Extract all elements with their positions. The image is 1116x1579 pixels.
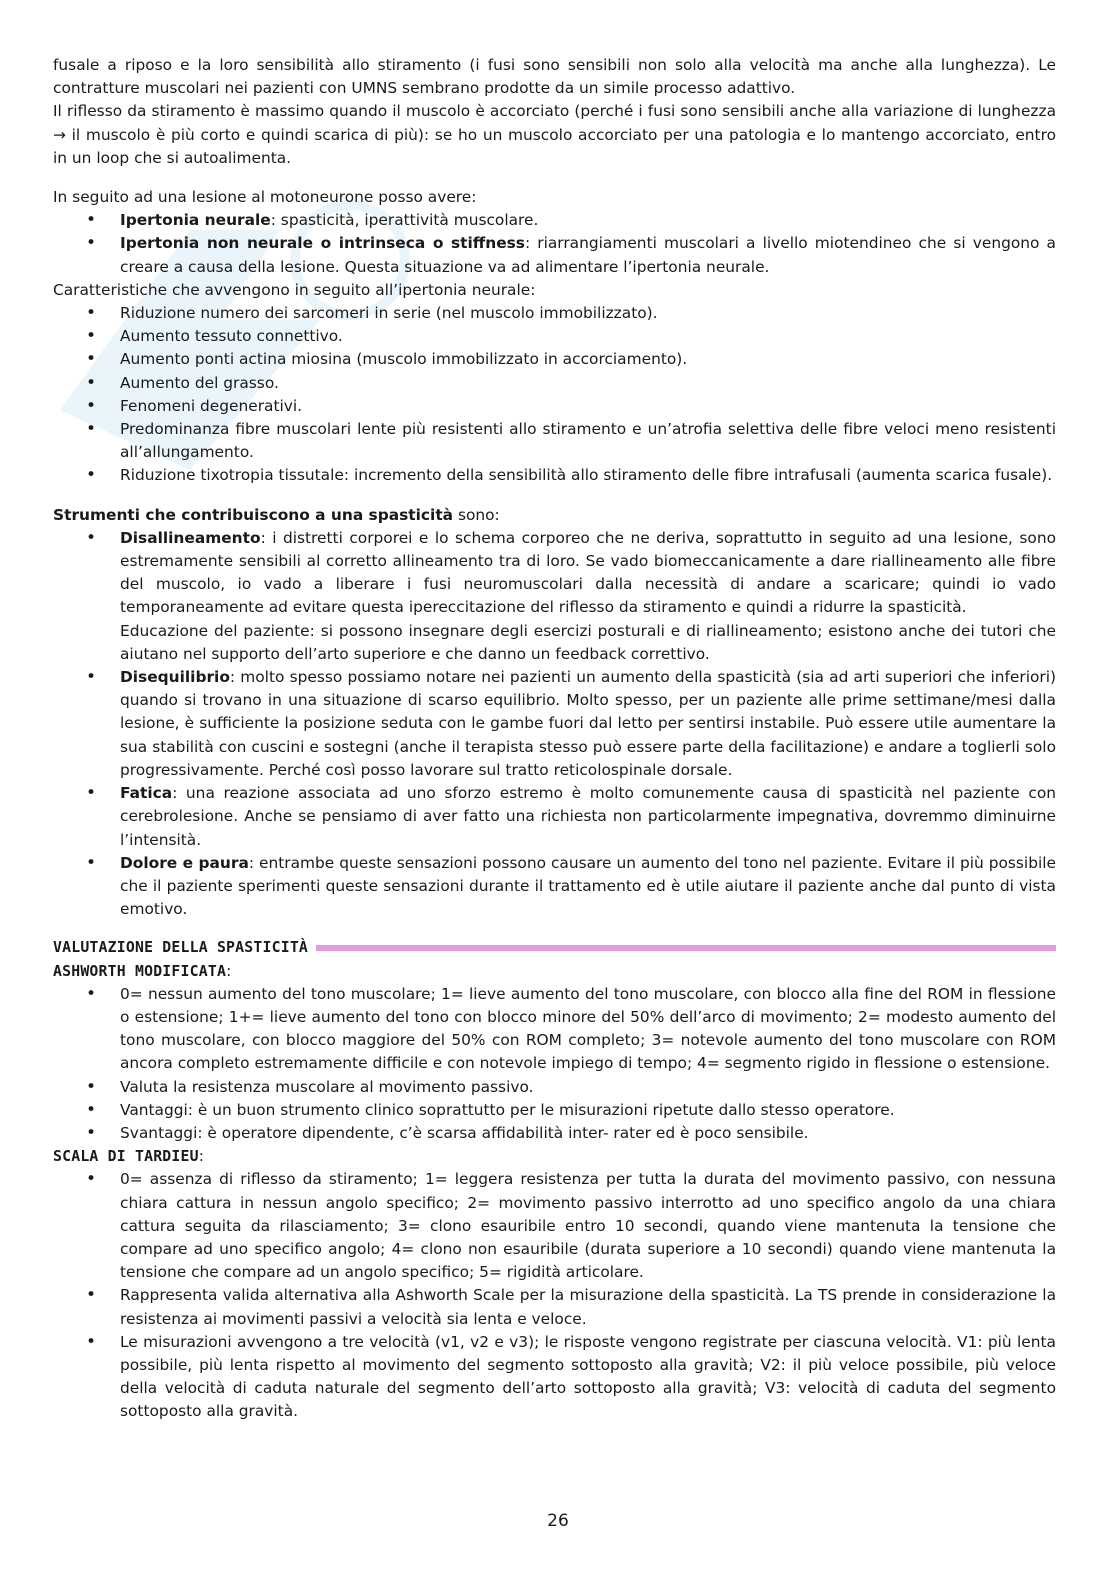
tools-intro-bold: Strumenti che contribuiscono a una spasticità	[53, 505, 454, 524]
list-item: • Riduzione tixotropia tissutale: incremento della sensibilità allo stiramento delle fibre intrafusali (aumenta scarica fusale).	[53, 464, 1056, 487]
list-item: • Predominanza fibre muscolari lente più resistenti allo stiramento e un’atrofia selettiva delle fibre veloci meno resistenti all’allungamento.	[53, 418, 1056, 464]
list-item	[53, 852, 1056, 922]
list-item: • Le misurazioni avvengono a tre velocità (v1, v2 e v3); le risposte vengono registrate per ciascuna velocità. V1: più lenta possibile, più lenta rispetto al movimento del segmento sottoposto alla gravità; V2: il più veloce possibile, più veloce della velocità di caduta naturale del segmento dell’arto sottoposto alla gravità; V3: velocità di caduta del segmento sottoposto alla gravità.	[53, 1331, 1056, 1424]
tools-list	[53, 527, 1056, 921]
ashworth-list	[53, 983, 1056, 1145]
list-item: • Vantaggi: è un buon strumento clinico soprattutto per le misurazioni ripetute dallo stesso operatore.	[53, 1099, 1056, 1122]
section-divider	[316, 945, 1056, 951]
tardieu-heading	[53, 1145, 1056, 1168]
list-item	[53, 232, 1056, 278]
list-item: • Riduzione numero dei sarcomeri in serie (nel muscolo immobilizzato).	[53, 302, 1056, 325]
lesion-list	[53, 209, 1056, 279]
intro-paragraph-1: fusale a riposo e la loro sensibilità allo stiramento (i fusi sono sensibili non solo alla velocità ma anche alla lunghezza). Le contratture muscolari nei pazienti con UMNS sembrano prodotte da un simile processo adattivo.	[53, 56, 1056, 98]
tools-intro-rest: sono:	[453, 505, 500, 524]
list-item: • Svantaggi: è operatore dipendente, c’è scarsa affidabilità inter- rater ed è poco sensibile.	[53, 1122, 1056, 1145]
list-item-text: : molto spesso possiamo notare nei pazienti un aumento della spasticità (sia ad arti superiori che inferiori) quando si trovano in una situazione di scarso equilibrio. Molto spesso, per un paziente alle prime settimane/mesi dalla lesione, è sufficiente la posizione seduta con le gambe fuori dal letto per sentirsi instabile. Può essere utile aumentare la sua stabilità con cuscini e sostegni (anche il terapista stesso può essere parte della facilitazione) e andare a toglierli solo progressivamente. Perché così posso lavorare sul tratto reticolospinale dorsale.	[120, 668, 1056, 779]
tardieu-title: SCALA DI TARDIEU	[53, 1148, 199, 1166]
list-item: • 0= assenza di riflesso da stiramento; 1= leggera resistenza per tutta la durata del movimento passivo, con nessuna chiara cattura in nessun angolo specifico; 2= movimento passivo interrotto ad uno specifico angolo da una chiara cattura seguita da rilasciamento; 3= clono esauribile entro 10 secondi, quando viene mantenuta la tensione che compare ad uno specifico angolo; 4= clono non esauribile (durata superiore a 10 secondi) quando viene mantenuta la tensione che compare ad un angolo specifico; 5= rigidità articolare.	[53, 1168, 1056, 1284]
list-item: • Aumento del grasso.	[53, 372, 1056, 395]
characteristics-list	[53, 302, 1056, 488]
section-title: VALUTAZIONE DELLA SPASTICITÀ	[53, 939, 309, 957]
list-item	[53, 527, 1056, 666]
list-item	[53, 782, 1056, 852]
list-item-text: : entrambe queste sensazioni possono causare un aumento del tono nel paziente. Evitare il più possibile che il paziente sperimenti queste sensazioni durante il trattamento ed è utile aiutare il paziente anche dal punto di vista emotivo.	[120, 853, 1056, 919]
list-item-term: Disequilibrio	[120, 668, 230, 687]
tardieu-list	[53, 1168, 1056, 1423]
list-item-text: : spasticità, iperattività muscolare.	[270, 211, 539, 230]
intro-paragraph-2: Il riflesso da stiramento è massimo quando il muscolo è accorciato (perché i fusi sono sensibili anche alla variazione di lunghezza → il muscolo è più corto e quindi scarica di più): se ho un muscolo accorciato per una patologia e lo mantengo accorciato, entro in un loop che si autoalimenta.	[53, 102, 1056, 167]
list-item-term: Dolore e paura	[120, 853, 249, 872]
list-item: • Aumento ponti actina miosina (muscolo immobilizzato in accorciamento).	[53, 348, 1056, 371]
list-item: • Aumento tessuto connettivo.	[53, 325, 1056, 348]
characteristics-intro: Caratteristiche che avvengono in seguito all’ipertonia neurale:	[53, 280, 536, 299]
ashworth-heading	[53, 960, 1056, 983]
list-item-term: Fatica	[120, 784, 173, 803]
tools-intro	[53, 504, 1056, 527]
list-item-term: Ipertonia neurale	[120, 211, 271, 230]
page-number: 26	[547, 1511, 569, 1531]
list-item-term: Ipertonia non neurale o intrinseca o stiffness	[120, 234, 525, 253]
list-item: • 0= nessun aumento del tono muscolare; 1= lieve aumento del tono muscolare, con blocco alla fine del ROM in flessione o estensione; 1+= lieve aumento del tono con blocco minore del 50% dell’arco di movimento; 2= modesto aumento del tono muscolare, con blocco maggiore del 50% con ROM completo; 3= notevole aumento del tono muscolare con ROM ancora completo estremamente difficile e con notevole impiego di tempo; 4= segmento rigido in flessione o estensione.	[53, 983, 1056, 1076]
list-item-extra: Educazione del paziente: si possono insegnare degli esercizi posturali e di riallineamento; esistono anche dei tutori che aiutano nel supporto dell’arto superiore e che danno un feedback correttivo.	[120, 621, 1056, 663]
ashworth-suffix: :	[226, 961, 232, 980]
list-item: • Fenomeni degenerativi.	[53, 395, 1056, 418]
list-item-text: : una reazione associata ad uno sforzo estremo è molto comunemente causa di spasticità nel paziente con cerebrolesione. Anche se pensiamo di aver fatto una richiesta non particolarmente impegnativa, dovremmo diminuirne l’intensità.	[120, 784, 1056, 849]
document-page	[53, 54, 1056, 1424]
list-item: • Valuta la resistenza muscolare al movimento passivo.	[53, 1076, 1056, 1099]
tardieu-suffix: :	[198, 1147, 204, 1166]
section-header	[53, 936, 1056, 959]
list-item	[53, 666, 1056, 782]
list-item: • Rappresenta valida alternativa alla Ashworth Scale per la misurazione della spasticità. La TS prende in considerazione la resistenza ai movimenti passivi a velocità sia lenta e veloce.	[53, 1284, 1056, 1330]
list-item-term: Disallineamento	[120, 528, 261, 547]
lesion-intro: In seguito ad una lesione al motoneurone posso avere:	[53, 188, 477, 207]
list-item-text: : riarrangiamenti muscolari a livello miotendineo che si vengono a creare a causa della lesione. Questa situazione va ad alimentare l’ipertonia neurale.	[120, 234, 1056, 276]
list-item-text: : i distretti corporei e lo schema corporeo che ne deriva, soprattutto in seguito ad una lesione, sono estremamente sensibili al corretto allineamento tra di loro. Se vado biomeccanicamente a dare riallineamento alle fibre del muscolo, io vado a liberare i fusi neuromuscolari dalla necessità di andare a scaricare; quindi io vado temporaneamente ad evitare questa ipereccitazione del riflesso da stiramento e quindi a ridurre la spasticità.	[120, 528, 1056, 617]
ashworth-title: ASHWORTH MODIFICATA	[53, 962, 227, 980]
list-item	[53, 209, 1056, 232]
